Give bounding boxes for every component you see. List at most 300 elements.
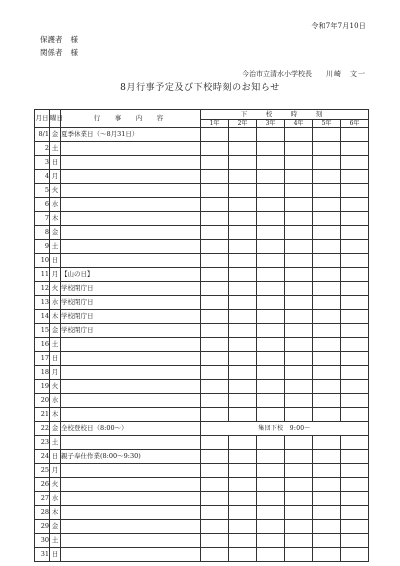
row-grade-4-time (285, 240, 313, 254)
table-row (35, 240, 369, 254)
table-row (35, 184, 369, 198)
row-weekday: 月 (50, 268, 61, 282)
row-grade-2-time (229, 548, 257, 562)
row-grade-6-time (341, 282, 369, 296)
row-grade-4-time (285, 366, 313, 380)
row-grade-5-time (313, 296, 341, 310)
row-grade-5-time (313, 310, 341, 324)
row-grade-4-time (285, 492, 313, 506)
row-grade-5-time (313, 198, 341, 212)
row-grade-2-time (229, 198, 257, 212)
table-row (35, 366, 369, 380)
row-date: 12 (35, 282, 50, 296)
row-event (61, 352, 201, 366)
row-grade-5-time (313, 184, 341, 198)
table-row (35, 408, 369, 422)
table-row (35, 282, 369, 296)
header-grade-3: 3年 (257, 120, 285, 128)
row-grade-6-time (341, 142, 369, 156)
row-date: 6 (35, 198, 50, 212)
row-date: 27 (35, 492, 50, 506)
row-grade-3-time (257, 380, 285, 394)
row-grade-4-time (285, 506, 313, 520)
sender (242, 69, 366, 79)
row-grade-2-time (229, 478, 257, 492)
row-grade-4-time (285, 450, 313, 464)
header-grade-5: 5年 (313, 120, 341, 128)
row-grade-5-time (313, 394, 341, 408)
row-grade-6-time (341, 394, 369, 408)
row-grade-4-time (285, 408, 313, 422)
row-event (61, 408, 201, 422)
row-grade-6-time (341, 548, 369, 562)
row-weekday: 火 (50, 184, 61, 198)
table-row (35, 506, 369, 520)
row-grade-3-time (257, 534, 285, 548)
row-grade-1-time (201, 128, 229, 142)
addressee-guardians (40, 34, 78, 45)
row-grade-6-time (341, 128, 369, 142)
dismissal-time-text: 集団下校 9:00～ (258, 425, 311, 432)
document-date: 令和7年7月10日 (311, 22, 366, 30)
row-grade-5-time (313, 142, 341, 156)
row-weekday: 金 (50, 520, 61, 534)
row-grade-5-time (313, 380, 341, 394)
row-grade-3-time (257, 212, 285, 226)
row-grade-5-time (313, 506, 341, 520)
row-event: 全校登校日（8:00～） (61, 422, 201, 436)
sender-name: 川崎 文一 (326, 70, 366, 78)
row-event (61, 240, 201, 254)
row-grade-2-time (229, 366, 257, 380)
row-grade-1-time (201, 310, 229, 324)
row-grade-6-time (341, 492, 369, 506)
row-grade-2-time (229, 142, 257, 156)
header-date: 月日 (35, 110, 50, 128)
row-grade-5-time (313, 282, 341, 296)
row-grade-3-time (257, 324, 285, 338)
row-event (61, 548, 201, 562)
row-grade-3-time (257, 296, 285, 310)
row-grade-2-time (229, 492, 257, 506)
table-row (35, 310, 369, 324)
row-grade-4-time (285, 548, 313, 562)
row-grade-6-time (341, 226, 369, 240)
row-grade-6-time (341, 506, 369, 520)
row-grade-4-time (285, 142, 313, 156)
row-grade-1-time (201, 142, 229, 156)
row-event: 学校閉庁日 (61, 324, 201, 338)
row-grade-3-time (257, 226, 285, 240)
row-grade-6-time (341, 534, 369, 548)
row-grade-1-time (201, 366, 229, 380)
row-grade-2-time (229, 436, 257, 450)
row-weekday: 火 (50, 478, 61, 492)
row-grade-2-time (229, 324, 257, 338)
row-weekday: 土 (50, 338, 61, 352)
row-grade-1-time (201, 268, 229, 282)
row-weekday: 土 (50, 142, 61, 156)
row-grade-4-time (285, 212, 313, 226)
table-row (35, 296, 369, 310)
row-weekday: 金 (50, 422, 61, 436)
row-grade-2-time (229, 226, 257, 240)
table-row (35, 422, 369, 436)
row-grade-6-time (341, 310, 369, 324)
row-grade-3-time (257, 254, 285, 268)
row-grade-3-time (257, 142, 285, 156)
row-grade-4-time (285, 394, 313, 408)
row-grade-5-time (313, 268, 341, 282)
row-grade-5-time (313, 128, 341, 142)
row-date: 8 (35, 226, 50, 240)
row-date: 29 (35, 520, 50, 534)
table-row (35, 436, 369, 450)
row-grade-6-time (341, 296, 369, 310)
row-grade-2-time (229, 170, 257, 184)
row-event (61, 492, 201, 506)
row-grade-5-time (313, 240, 341, 254)
table-row (35, 478, 369, 492)
row-grade-1-time (201, 170, 229, 184)
row-grade-4-time (285, 170, 313, 184)
row-date: 2 (35, 142, 50, 156)
row-grade-1-time (201, 198, 229, 212)
row-grade-6-time (341, 464, 369, 478)
row-grade-1-time (201, 380, 229, 394)
row-event (61, 380, 201, 394)
row-date: 16 (35, 338, 50, 352)
row-grade-5-time (313, 352, 341, 366)
row-grade-1-time (201, 296, 229, 310)
row-event (61, 394, 201, 408)
table-row (35, 142, 369, 156)
row-event (61, 254, 201, 268)
row-weekday: 金 (50, 226, 61, 240)
row-weekday: 木 (50, 506, 61, 520)
table-row (35, 394, 369, 408)
row-grade-2-time (229, 408, 257, 422)
row-weekday: 金 (50, 128, 61, 142)
row-dismissal-time (201, 422, 369, 436)
row-grade-1-time (201, 324, 229, 338)
row-grade-4-time (285, 520, 313, 534)
row-grade-4-time (285, 198, 313, 212)
table-row (35, 212, 369, 226)
row-grade-2-time (229, 240, 257, 254)
row-event (61, 366, 201, 380)
row-grade-6-time (341, 324, 369, 338)
row-event: 【山の日】 (61, 268, 201, 282)
addressee-related-parties (40, 47, 78, 58)
row-grade-2-time (229, 380, 257, 394)
row-date: 23 (35, 436, 50, 450)
row-grade-5-time (313, 324, 341, 338)
row-event (61, 142, 201, 156)
row-grade-6-time (341, 450, 369, 464)
row-grade-2-time (229, 506, 257, 520)
row-event: 学校閉庁日 (61, 310, 201, 324)
row-event (61, 226, 201, 240)
row-grade-6-time (341, 380, 369, 394)
row-weekday: 火 (50, 380, 61, 394)
row-date: 11 (35, 268, 50, 282)
row-grade-3-time (257, 506, 285, 520)
row-grade-2-time (229, 282, 257, 296)
row-event (61, 464, 201, 478)
row-grade-1-time (201, 254, 229, 268)
row-grade-3-time (257, 170, 285, 184)
row-date: 28 (35, 506, 50, 520)
row-date: 9 (35, 240, 50, 254)
table-row (35, 338, 369, 352)
row-weekday: 日 (50, 254, 61, 268)
row-event: 学校閉庁日 (61, 296, 201, 310)
row-grade-1-time (201, 352, 229, 366)
table-row (35, 324, 369, 338)
row-grade-3-time (257, 128, 285, 142)
table-row (35, 450, 369, 464)
row-grade-4-time (285, 156, 313, 170)
row-weekday: 水 (50, 198, 61, 212)
table-row (35, 198, 369, 212)
row-grade-5-time (313, 226, 341, 240)
row-event (61, 212, 201, 226)
row-grade-3-time (257, 156, 285, 170)
table-row (35, 128, 369, 142)
row-date: 8/1 (35, 128, 50, 142)
row-grade-5-time (313, 408, 341, 422)
row-grade-2-time (229, 464, 257, 478)
document-title: 8月行事予定及び下校時刻のお知らせ (120, 83, 280, 93)
row-grade-2-time (229, 128, 257, 142)
row-weekday: 日 (50, 156, 61, 170)
row-grade-5-time (313, 534, 341, 548)
row-grade-5-time (313, 254, 341, 268)
row-event (61, 338, 201, 352)
row-date: 13 (35, 296, 50, 310)
header-grade-6: 6年 (341, 120, 369, 128)
row-grade-3-time (257, 240, 285, 254)
row-grade-1-time (201, 156, 229, 170)
row-grade-5-time (313, 212, 341, 226)
row-grade-1-time (201, 226, 229, 240)
row-date: 7 (35, 212, 50, 226)
row-grade-4-time (285, 464, 313, 478)
row-weekday: 日 (50, 450, 61, 464)
row-grade-4-time (285, 478, 313, 492)
row-grade-1-time (201, 282, 229, 296)
row-grade-5-time (313, 464, 341, 478)
table-row (35, 492, 369, 506)
row-grade-4-time (285, 380, 313, 394)
table-row (35, 352, 369, 366)
row-grade-1-time (201, 478, 229, 492)
row-grade-4-time (285, 310, 313, 324)
row-event (61, 506, 201, 520)
row-grade-3-time (257, 548, 285, 562)
row-grade-1-time (201, 408, 229, 422)
table-row (35, 380, 369, 394)
row-grade-6-time (341, 436, 369, 450)
row-date: 20 (35, 394, 50, 408)
row-grade-4-time (285, 282, 313, 296)
row-weekday: 土 (50, 436, 61, 450)
row-grade-4-time (285, 296, 313, 310)
row-grade-2-time (229, 352, 257, 366)
row-grade-3-time (257, 184, 285, 198)
sender-title: 今治市立清水小学校長 (242, 70, 312, 78)
row-date: 3 (35, 156, 50, 170)
header-event: 行 事 内 容 (61, 110, 201, 128)
schedule-table (34, 109, 369, 562)
row-event (61, 170, 201, 184)
row-event: 夏季休業日（～8月31日） (61, 128, 201, 142)
row-weekday: 金 (50, 324, 61, 338)
row-grade-2-time (229, 310, 257, 324)
row-weekday: 水 (50, 296, 61, 310)
row-date: 18 (35, 366, 50, 380)
row-grade-3-time (257, 436, 285, 450)
header-dismissal-time: 下 校 時 刻 (201, 110, 369, 120)
row-date: 22 (35, 422, 50, 436)
row-grade-6-time (341, 520, 369, 534)
row-grade-4-time (285, 338, 313, 352)
row-grade-2-time (229, 296, 257, 310)
row-grade-1-time (201, 184, 229, 198)
addressee-honorific: 様 (70, 48, 78, 57)
row-weekday: 日 (50, 352, 61, 366)
row-event (61, 198, 201, 212)
row-weekday: 木 (50, 408, 61, 422)
row-grade-3-time (257, 394, 285, 408)
header-day: 曜日 (50, 110, 61, 128)
row-date: 26 (35, 478, 50, 492)
row-grade-3-time (257, 464, 285, 478)
row-grade-5-time (313, 436, 341, 450)
row-grade-5-time (313, 548, 341, 562)
row-grade-6-time (341, 338, 369, 352)
row-grade-2-time (229, 394, 257, 408)
row-date: 4 (35, 170, 50, 184)
row-grade-6-time (341, 366, 369, 380)
table-header-row (35, 110, 369, 120)
row-date: 24 (35, 450, 50, 464)
row-grade-3-time (257, 198, 285, 212)
row-grade-5-time (313, 492, 341, 506)
row-grade-3-time (257, 408, 285, 422)
row-date: 10 (35, 254, 50, 268)
row-grade-2-time (229, 212, 257, 226)
header-grade-1: 1年 (201, 120, 229, 128)
row-grade-4-time (285, 254, 313, 268)
row-grade-6-time (341, 184, 369, 198)
row-grade-4-time (285, 324, 313, 338)
row-grade-6-time (341, 240, 369, 254)
row-event (61, 436, 201, 450)
row-weekday: 水 (50, 394, 61, 408)
row-event (61, 534, 201, 548)
row-grade-5-time (313, 170, 341, 184)
table-row (35, 254, 369, 268)
row-grade-4-time (285, 436, 313, 450)
table-row (35, 464, 369, 478)
row-weekday: 土 (50, 240, 61, 254)
row-grade-1-time (201, 338, 229, 352)
row-date: 31 (35, 548, 50, 562)
header-grade-4: 4年 (285, 120, 313, 128)
row-grade-5-time (313, 478, 341, 492)
row-grade-1-time (201, 520, 229, 534)
row-grade-4-time (285, 268, 313, 282)
row-grade-1-time (201, 212, 229, 226)
table-row (35, 268, 369, 282)
row-grade-1-time (201, 394, 229, 408)
row-event: 学校閉庁日 (61, 282, 201, 296)
table-row (35, 548, 369, 562)
row-date: 15 (35, 324, 50, 338)
row-grade-1-time (201, 436, 229, 450)
table-row (35, 226, 369, 240)
row-grade-6-time (341, 170, 369, 184)
row-event (61, 478, 201, 492)
row-event: 親子奉仕作業(8:00～9:30) (61, 450, 201, 464)
row-weekday: 火 (50, 282, 61, 296)
row-grade-5-time (313, 450, 341, 464)
row-grade-4-time (285, 226, 313, 240)
table-row (35, 170, 369, 184)
table-row (35, 534, 369, 548)
row-grade-6-time (341, 198, 369, 212)
addressee-label: 関係者 (40, 48, 63, 57)
row-date: 14 (35, 310, 50, 324)
row-event (61, 520, 201, 534)
row-grade-1-time (201, 506, 229, 520)
row-weekday: 月 (50, 366, 61, 380)
row-event (61, 184, 201, 198)
row-weekday: 月 (50, 170, 61, 184)
table-row (35, 156, 369, 170)
row-date: 30 (35, 534, 50, 548)
row-grade-6-time (341, 254, 369, 268)
row-weekday: 木 (50, 212, 61, 226)
row-grade-2-time (229, 450, 257, 464)
row-grade-6-time (341, 478, 369, 492)
row-grade-3-time (257, 366, 285, 380)
row-grade-3-time (257, 520, 285, 534)
row-grade-1-time (201, 534, 229, 548)
row-grade-2-time (229, 520, 257, 534)
row-grade-2-time (229, 534, 257, 548)
row-grade-5-time (313, 156, 341, 170)
row-grade-2-time (229, 338, 257, 352)
row-weekday: 月 (50, 464, 61, 478)
table-row (35, 520, 369, 534)
row-grade-5-time (313, 366, 341, 380)
row-date: 25 (35, 464, 50, 478)
row-grade-3-time (257, 338, 285, 352)
row-grade-2-time (229, 156, 257, 170)
row-grade-6-time (341, 268, 369, 282)
row-grade-6-time (341, 408, 369, 422)
row-grade-5-time (313, 338, 341, 352)
row-grade-6-time (341, 212, 369, 226)
row-grade-3-time (257, 352, 285, 366)
row-grade-3-time (257, 478, 285, 492)
row-date: 21 (35, 408, 50, 422)
row-grade-6-time (341, 352, 369, 366)
row-weekday: 土 (50, 534, 61, 548)
